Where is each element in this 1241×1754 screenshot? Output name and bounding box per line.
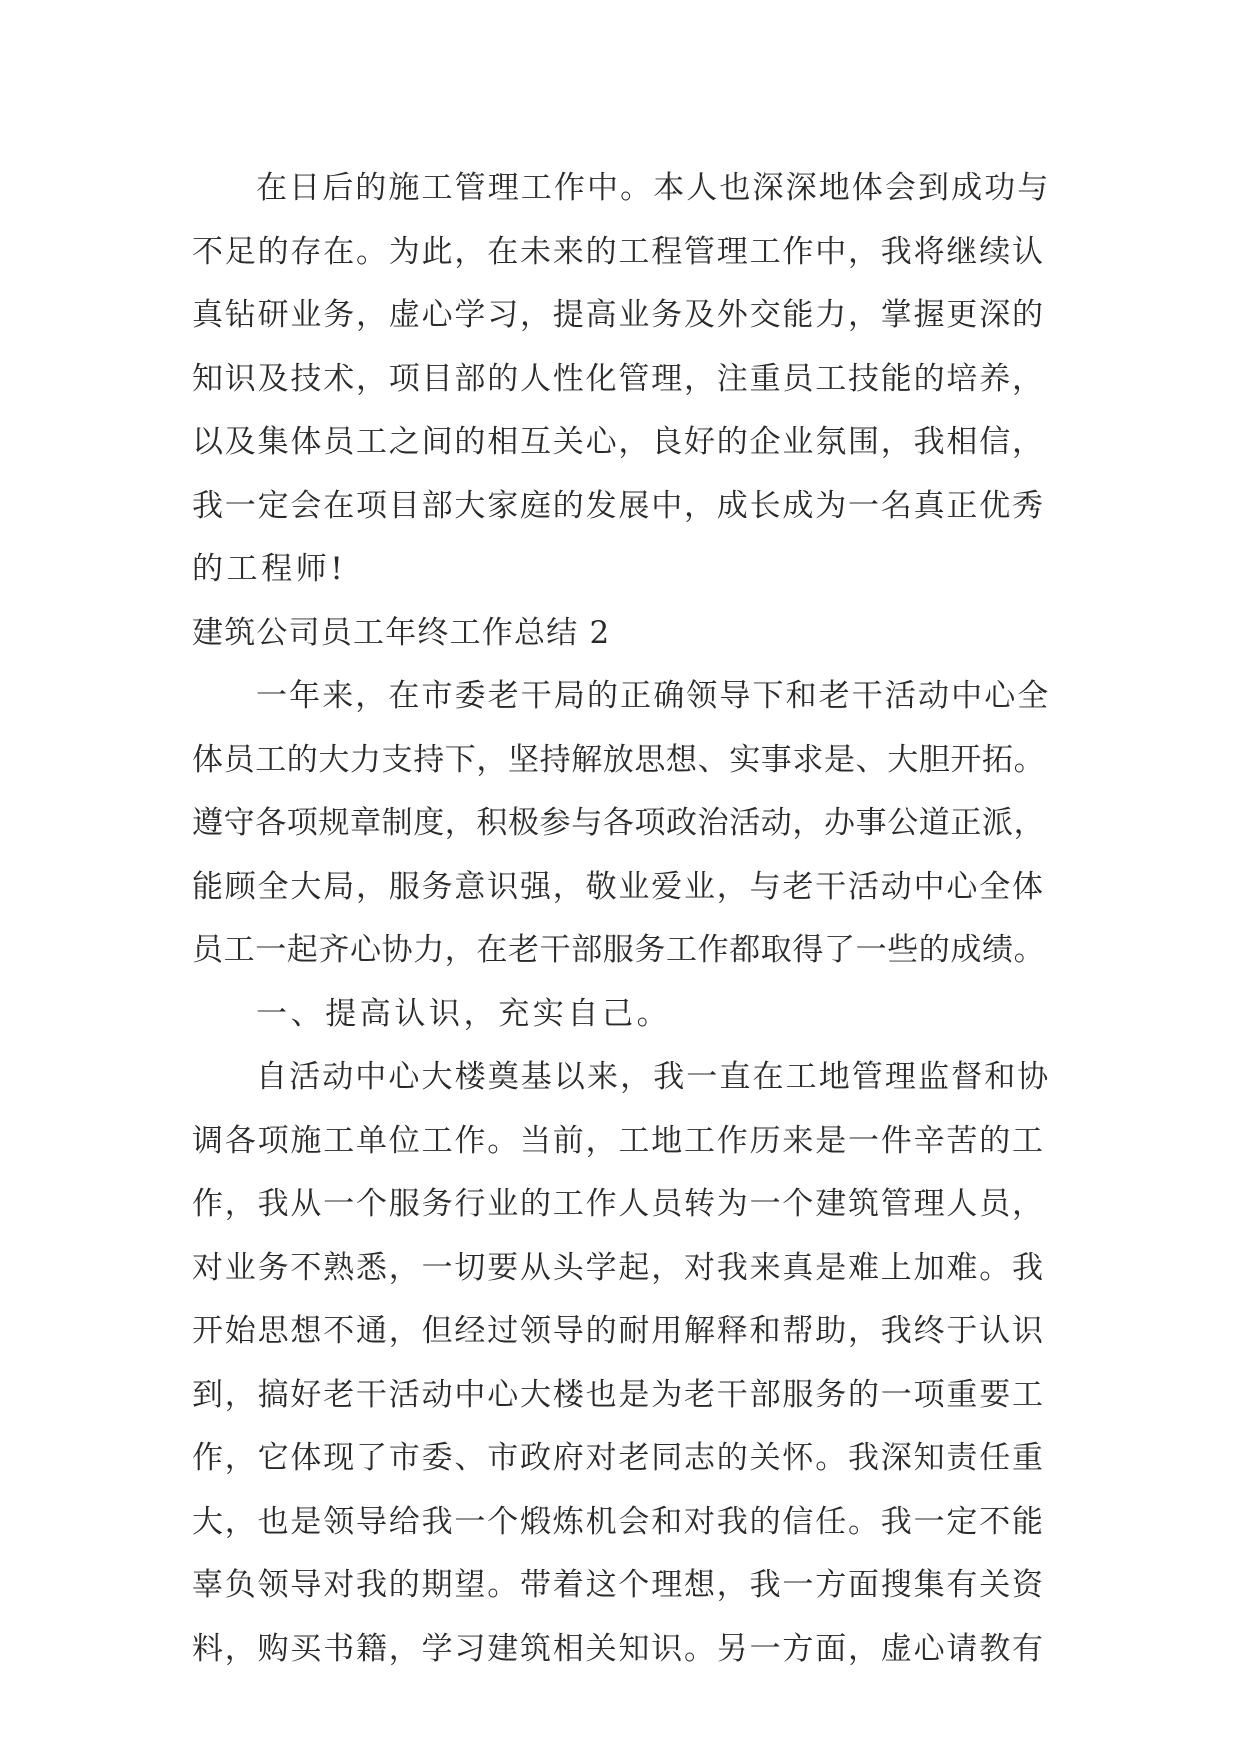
paragraph-line: 的工程师!: [192, 551, 347, 587]
paragraph-line: 员工一起齐心协力，在老干部服务工作都取得了一些的成绩。: [192, 932, 1046, 968]
paragraph-line: 作，我从一个服务行业的工作人员转为一个建筑管理人员，: [192, 1186, 1045, 1222]
paragraph-3: [192, 1046, 1050, 1681]
paragraph-1: [192, 157, 1050, 602]
paragraph-2: [192, 665, 1050, 983]
document-page: [192, 157, 1050, 1681]
subsection-title: 一、提高认识，充实自己。: [256, 995, 672, 1032]
paragraph-line: 不足的存在。为此，在未来的工程管理工作中，我将继续认: [192, 233, 1045, 270]
paragraph-line: 体员工的大力支持下，坚持解放思想、实事求是、大胆开拓。: [192, 741, 1046, 778]
paragraph-line: 知识及技术，项目部的人性化管理，注重员工技能的培养，: [192, 360, 1045, 397]
paragraph-line: 开始思想不通，但经过领导的耐用解释和帮助，我终于认识: [192, 1313, 1045, 1349]
paragraph-line: 到，搞好老干活动中心大楼也是为老干部服务的一项重要工: [192, 1376, 1045, 1413]
paragraph-line: 料，购买书籍，学习建筑相关知识。另一方面，虚心请教有: [192, 1630, 1045, 1667]
paragraph-line: 遵守各项规章制度，积极参与各项政治活动，办事公道正派，: [192, 805, 1046, 841]
paragraph-line: 作，它体现了市委、市政府对老同志的关怀。我深知责任重: [192, 1440, 1045, 1476]
paragraph-line: 我一定会在项目部大家庭的发展中，成长成为一名真正优秀: [192, 487, 1045, 524]
paragraph-line: 大，也是领导给我一个煅炼机会和对我的信任。我一定不能: [192, 1503, 1045, 1540]
section-heading: 建筑公司员工年终工作总结 2: [192, 614, 611, 651]
paragraph-line: 真钻研业务，虚心学习，提高业务及外交能力，掌握更深的: [192, 297, 1045, 333]
paragraph-line: 能顾全大局，服务意识强，敬业爱业，与老干活动中心全体: [192, 868, 1045, 905]
paragraph-line: 以及集体员工之间的相互关心，良好的企业氛围，我相信，: [192, 424, 1045, 460]
paragraph-line: 一年来，在市委老干局的正确领导下和老干活动中心全: [256, 678, 1051, 714]
paragraph-line: 对业务不熟悉，一切要从头学起，对我来真是难上加难。我: [192, 1249, 1045, 1286]
paragraph-line: 辜负领导对我的期望。带着这个理想，我一方面搜集有关资: [192, 1567, 1045, 1603]
paragraph-line: 在日后的施工管理工作中。本人也深深地体会到成功与: [256, 170, 1051, 206]
paragraph-line: 调各项施工单位工作。当前，工地工作历来是一件辛苦的工: [192, 1122, 1045, 1159]
paragraph-line: 自活动中心大楼奠基以来，我一直在工地管理监督和协: [256, 1059, 1051, 1095]
